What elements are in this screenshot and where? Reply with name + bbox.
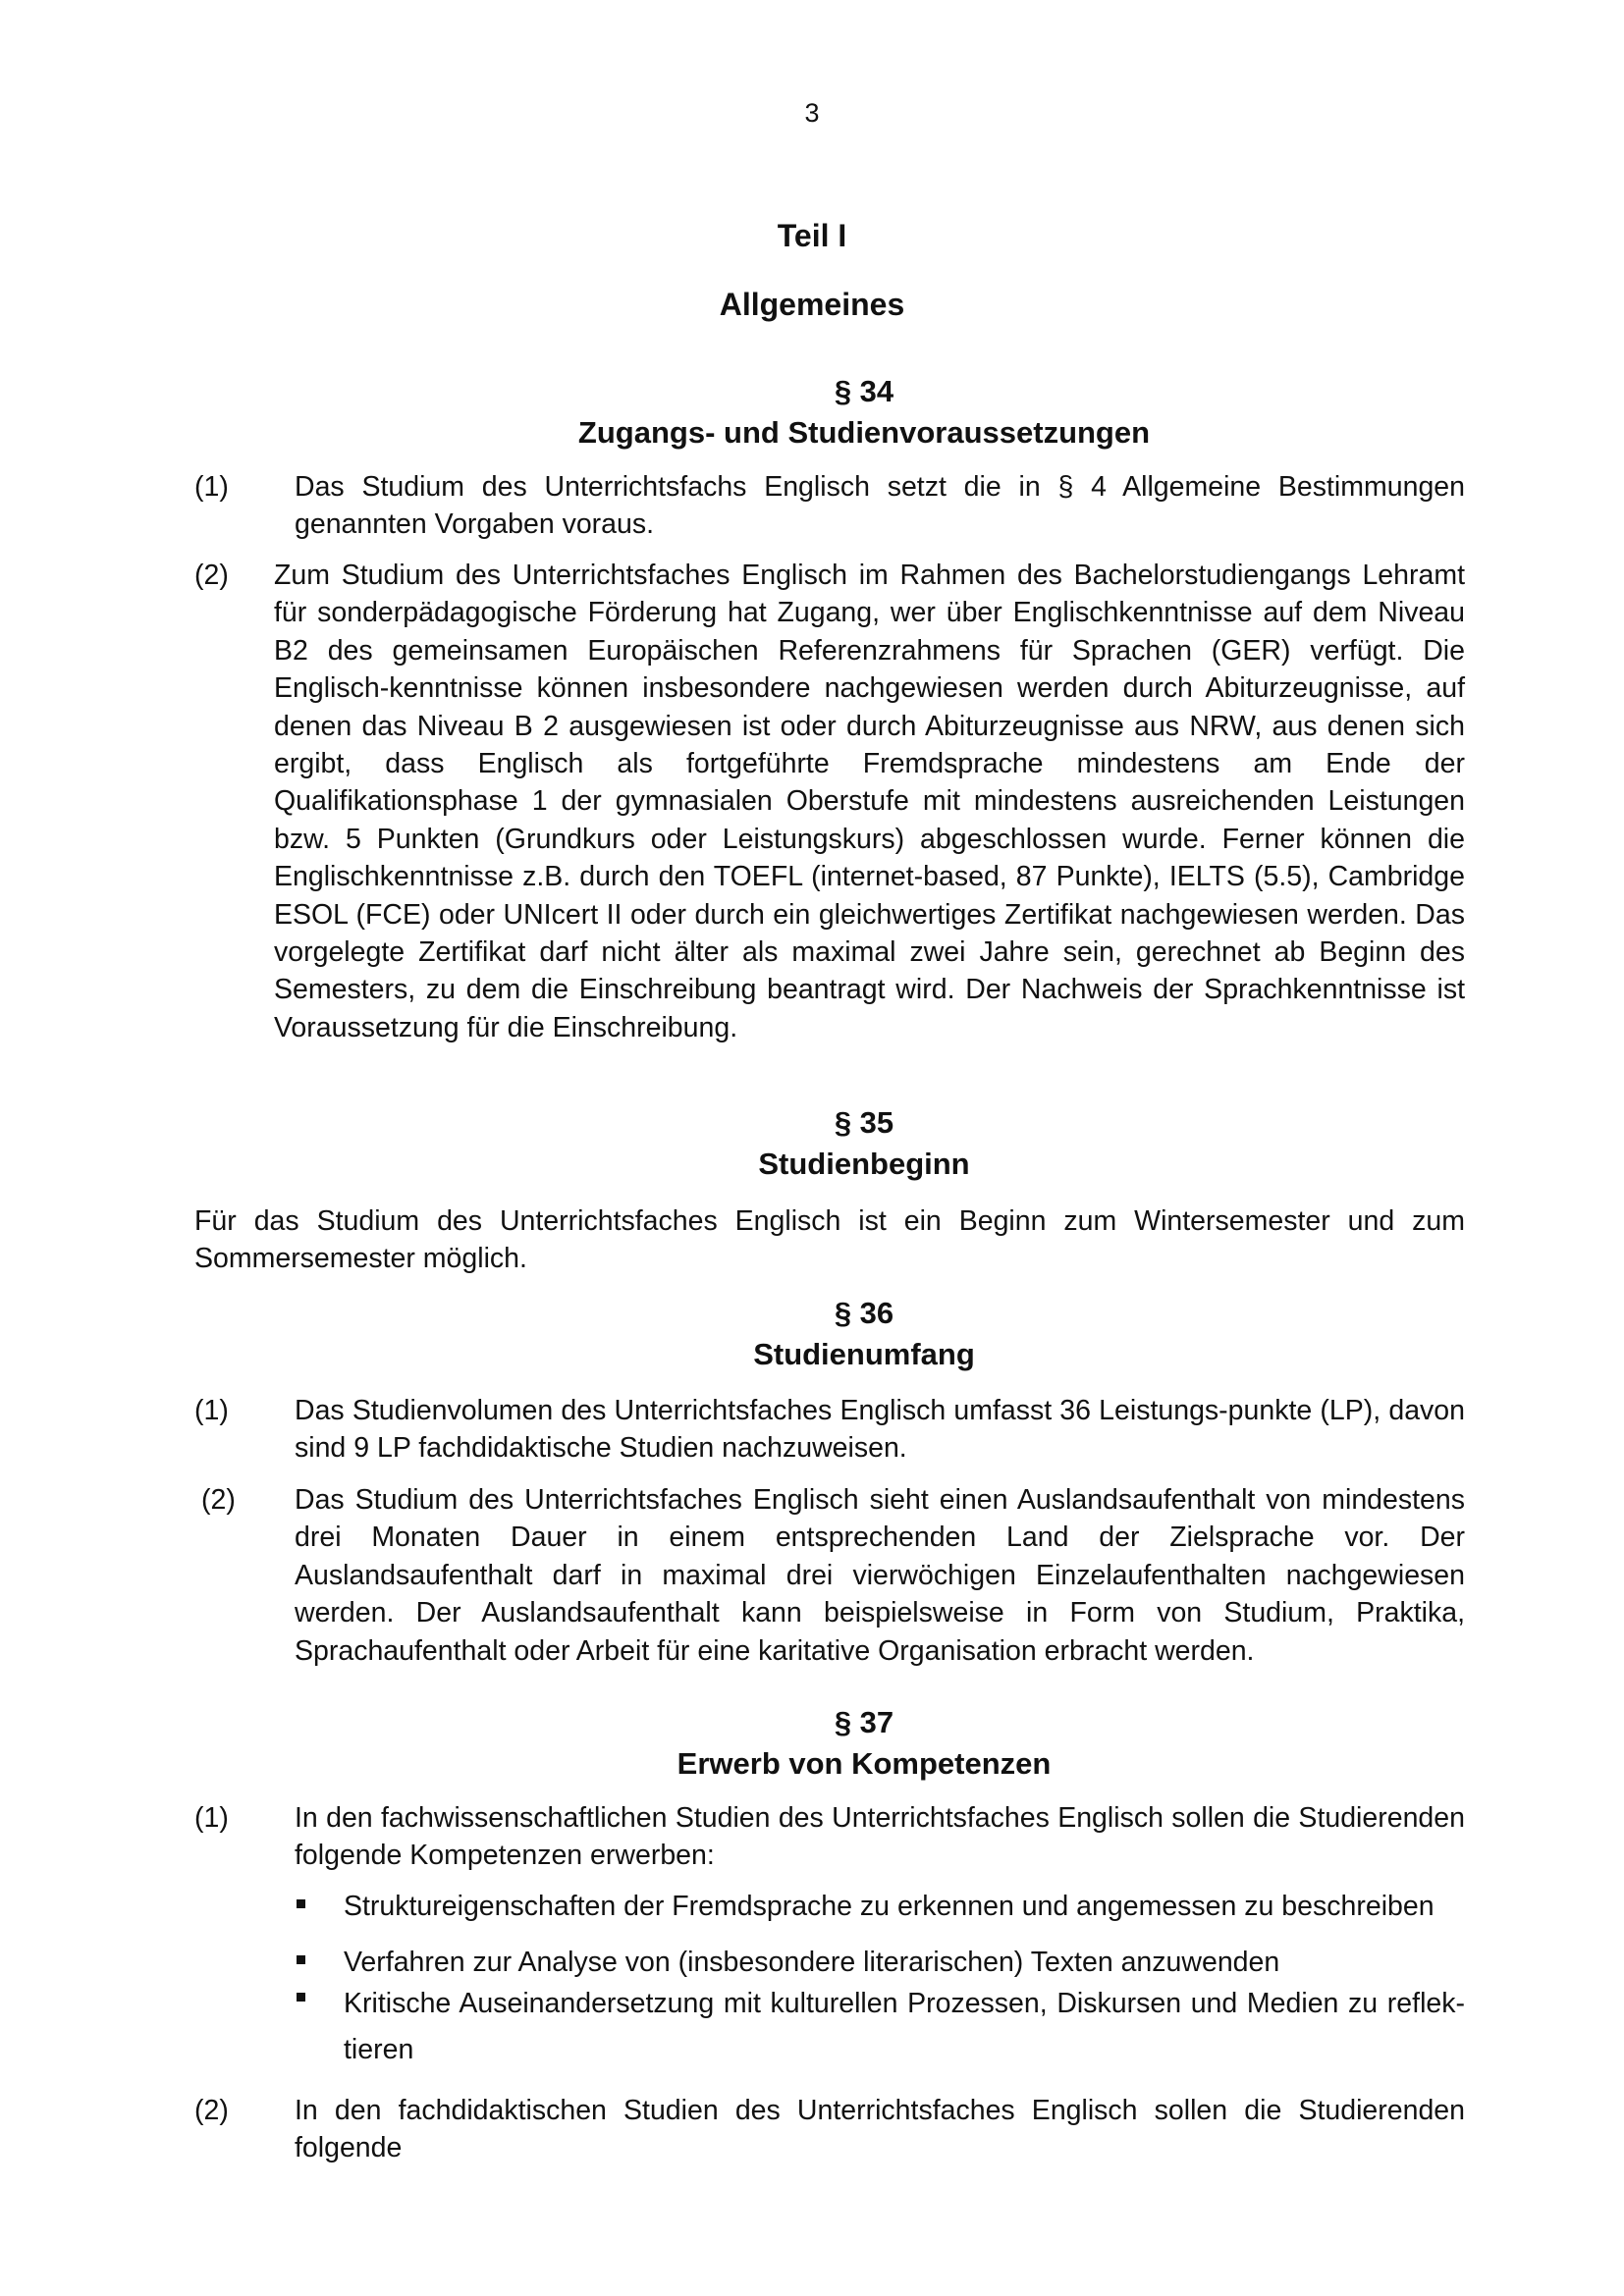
section-35-text: Für das Studium des Unterrichtsfaches Englisch ist ein Beginn zum Wintersemester und zum Sommersemester möglich. xyxy=(194,1205,1465,1275)
competence-bullet-3: Kritische Auseinandersetzung mit kulturellen Prozessen, Diskursen und Medien zu reflek-tieren xyxy=(344,1988,1465,2065)
competence-bullet-2: Verfahren zur Analyse von (insbesondere literarischen) Texten anzuwenden xyxy=(344,1947,1280,1978)
section-37-para-1: In den fachwissenschaftlichen Studien des Unterrichtsfaches Englisch sollen die Studierenden folgende Kompetenzen erwerben: xyxy=(295,1802,1465,1872)
section-36-title: Studienumfang xyxy=(753,1337,975,1371)
section-34-number: § 34 xyxy=(834,374,894,408)
section-37-number: § 37 xyxy=(834,1705,894,1739)
section-37-title: Erwerb von Kompetenzen xyxy=(677,1746,1052,1781)
section-36-number: § 36 xyxy=(834,1296,894,1330)
section-35-number: § 35 xyxy=(834,1105,894,1140)
section-34-para-2: Zum Studium des Unterrichtsfaches Englisch im Rahmen des Bachelorstudiengangs Lehramt für sonderpädagogische Förderung hat Zugang, wer über Englischkenntnisse auf dem Niveau B2 des gemeinsamen Europäischen Referenzrahmens für Sprachen (GER) verfügt. Die Englisch-kenntnisse können insbesondere nachgewiesen werden durch Abiturzeugnisse, auf denen das Niveau B 2 ausgewiesen ist oder durch Abiturzeugnisse aus NRW, aus denen sich ergibt, dass Englisch als fortgeführte Fremdsprache mindestens am Ende der Qualifikationsphase 1 der gymnasialen Oberstufe mit mindestens ausreichenden Leistungen bzw. 5 Punkten (Grundkurs oder Leistungskurs) abgeschlossen wurde. Ferner können die Englischkenntnisse z.B. durch den TOEFL (internet-based, 87 Punkte), IELTS (5.5), Cambridge ESOL (FCE) oder UNIcert II oder durch ein gleichwertiges Zertifikat nachgewiesen werden. Das vorgelegte Zertifikat darf nicht älter als maximal zwei Jahre sein, gerechnet ab Beginn des Semesters, zu dem die Einschreibung beantragt wird. Der Nachweis der Sprachkenntnisse ist Voraussetzung für die Einschreibung. xyxy=(274,560,1465,1043)
section-36-para-2-number: (2) xyxy=(201,1484,236,1516)
section-34-para-1-number: (1) xyxy=(194,471,229,503)
section-36-para-2: Das Studium des Unterrichtsfaches Englisch sieht einen Auslandsaufenthalt von mindestens drei Monaten Dauer in einem entsprechenden Land der Zielsprache vor. Der Auslandsaufenthalt darf in maximal drei vierwöchigen Einzelaufenthalten nachgewiesen werden. Der Auslandsaufenthalt kann beispielsweise in Form von Studium, Praktika, Sprachaufenthalt oder Arbeit für eine karitative Organisation erbracht werden. xyxy=(295,1484,1465,1667)
section-34-para-2-number: (2) xyxy=(194,560,229,591)
section-34-title: Zugangs- und Studienvoraussetzungen xyxy=(577,415,1151,450)
bullet-square-icon xyxy=(297,1955,305,1964)
section-36-para-1: Das Studienvolumen des Unterrichtsfaches Englisch umfasst 36 Leistungs-punkte (LP), davon sind 9 LP fachdidaktische Studien nachzuweisen. xyxy=(295,1395,1465,1465)
competence-bullet-1: Strukturеigenschaften der Fremdsprache zu erkennen und angemessen zu beschreiben xyxy=(344,1891,1435,1922)
section-35-title: Studienbeginn xyxy=(758,1147,970,1181)
section-34-para-1: Das Studium des Unterrichtsfachs Englisch setzt die in § 4 Allgemeine Bestimmungen genannten Vorgaben voraus. xyxy=(295,471,1465,541)
section-36-para-1-number: (1) xyxy=(194,1395,229,1426)
part-subtitle: Allgemeines xyxy=(719,287,905,322)
part-title: Teil I xyxy=(777,218,847,253)
section-37-para-2: In den fachdidaktischen Studien des Unterrichtsfaches Englisch sollen die Studierenden folgende xyxy=(295,2095,1465,2164)
section-37-para-1-number: (1) xyxy=(194,1802,229,1834)
bullet-square-icon xyxy=(297,1899,305,1908)
page-number: 3 xyxy=(804,98,820,128)
section-37-para-2-number: (2) xyxy=(194,2095,229,2126)
bullet-square-icon xyxy=(297,1993,305,2002)
